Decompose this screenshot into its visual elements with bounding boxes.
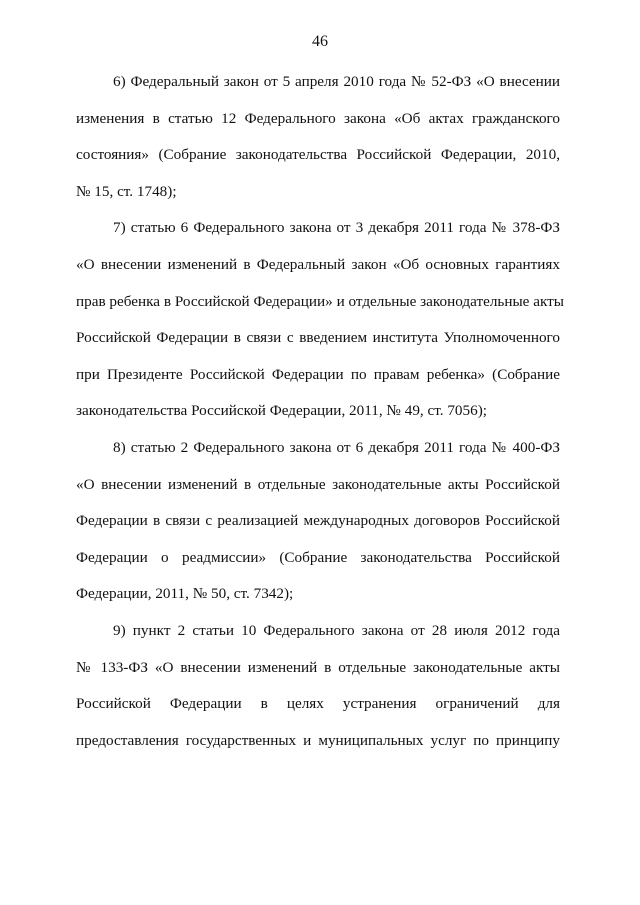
paragraph-line: «О внесении изменений в отдельные законодательные акты Российской [76,475,560,493]
paragraph-line: прав ребенка в Российской Федерации» и отдельные законодательные акты [76,292,564,310]
paragraph-item-8 [76,430,560,613]
paragraph-line: 7) статью 6 Федерального закона от 3 декабря 2011 года № 378-ФЗ [113,219,560,237]
paragraph-line: 6) Федеральный закон от 5 апреля 2010 года № 52-ФЗ «О внесении [113,73,560,90]
paragraph-line: «О внесении изменений в Федеральный закон «Об основных гарантиях [76,255,560,273]
paragraph-line: Российской Федерации в связи с введением института Уполномоченного [76,329,560,347]
paragraph-item-6 [76,64,560,210]
paragraph-line: законодательства Российской Федерации, 2011, № 49, ст. 7056); [76,402,487,420]
paragraph-line: при Президенте Российской Федерации по правам ребенка» (Собрание [76,365,560,383]
paragraph-line: 9) пункт 2 статьи 10 Федерального закона от 28 июля 2012 года [113,621,560,639]
page-number: 46 [312,33,328,50]
paragraph-line: Российской Федерации в целях устранения ограничений для [76,695,560,713]
paragraph-item-7 [76,210,564,430]
paragraph-line: Федерации в связи с реализацией международных договоров Российской [76,512,560,530]
paragraph-line: № 133-ФЗ «О внесении изменений в отдельные законодательные акты [76,658,560,676]
paragraph-line: состояния» (Собрание законодательства Российской Федерации, 2010, [76,146,560,164]
paragraph-line: предоставления государственных и муниципальных услуг по принципу [76,731,560,749]
paragraph-line: 8) статью 2 Федерального закона от 6 декабря 2011 года № 400-ФЗ [113,438,560,456]
paragraph-item-9 [76,613,560,759]
paragraph-line: Федерации о реадмиссии» (Собрание законодательства Российской [76,548,560,566]
paragraph-line: № 15, ст. 1748); [76,182,177,200]
paragraph-line: изменения в статью 12 Федерального закона «Об актах гражданского [76,109,560,127]
paragraph-line: Федерации, 2011, № 50, ст. 7342); [76,585,294,603]
document-body [76,64,564,759]
